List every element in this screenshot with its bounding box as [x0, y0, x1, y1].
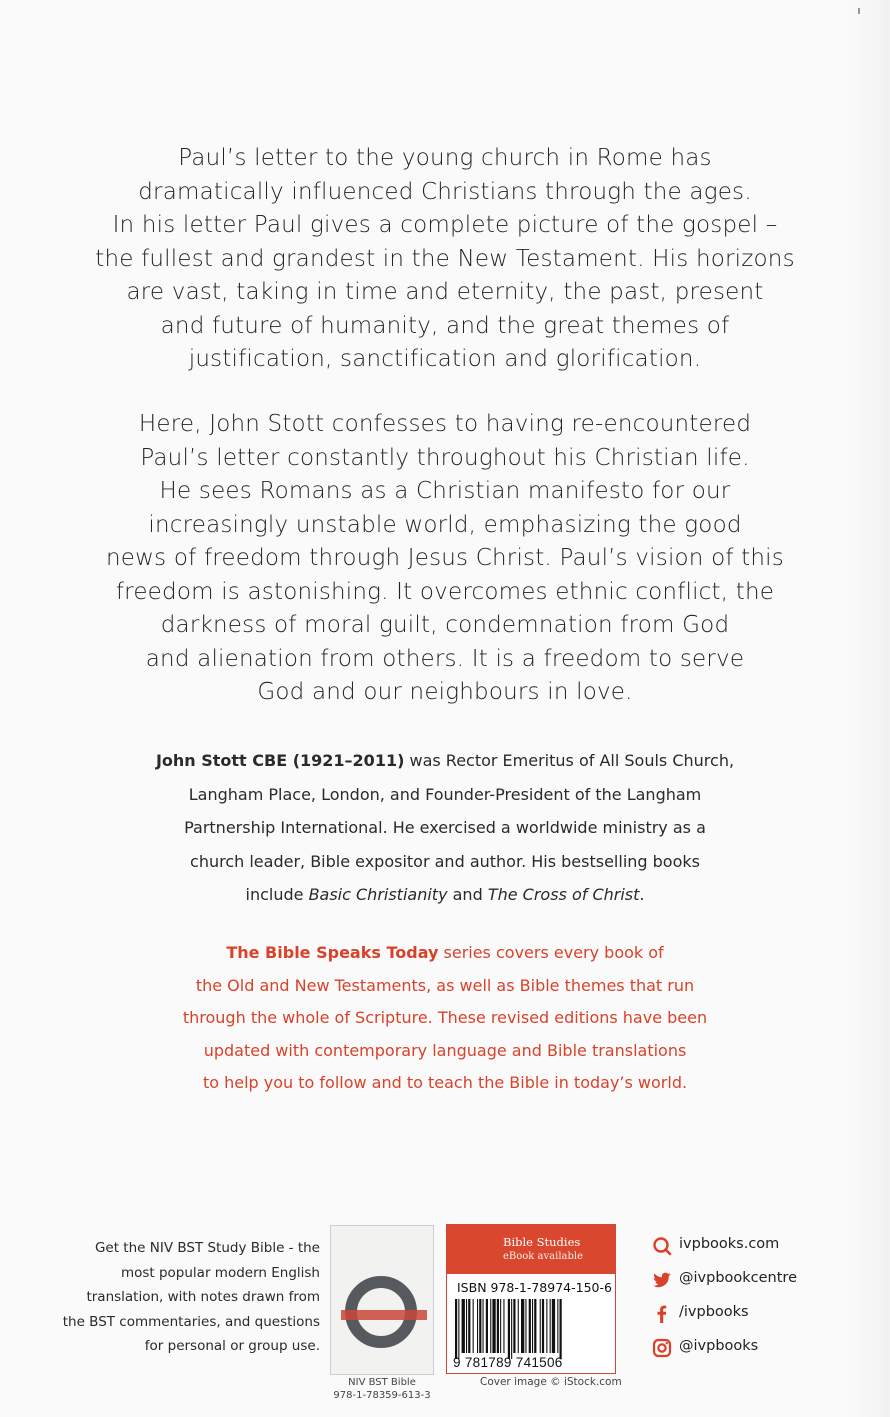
author-bio-line: church leader, Bible expositor and author. His bestselling books — [190, 851, 700, 871]
blurb-line: justification, sanctification and glorification. — [188, 346, 702, 372]
barcode-bar — [466, 1299, 467, 1353]
barcode-bar — [525, 1299, 526, 1353]
barcode-bar — [500, 1299, 501, 1353]
social-instagram[interactable] — [652, 1336, 852, 1370]
barcode-bar — [508, 1299, 510, 1359]
study-bible-promo — [30, 1236, 320, 1359]
barcode-bar — [477, 1299, 478, 1353]
barcode-bar — [492, 1299, 495, 1353]
barcode-bar — [503, 1299, 504, 1353]
author-bio-line: Partnership International. He exercised a worldwide ministry as a — [184, 818, 706, 837]
blurb-line: Paul’s letter to the young church in Rome has — [178, 145, 712, 171]
author-bio-text: include — [245, 885, 309, 904]
barcode-bar — [479, 1299, 481, 1353]
barcode-bar — [529, 1299, 531, 1353]
promo-line: the BST commentaries, and questions — [62, 1313, 320, 1330]
social-links — [652, 1234, 852, 1370]
barcode-icon — [453, 1299, 609, 1359]
series-line: through the whole of Scripture. These revised editions have been — [182, 1008, 708, 1027]
social-website[interactable] — [652, 1234, 852, 1268]
barcode-bar — [486, 1299, 488, 1353]
blurb-line: increasingly unstable world, emphasizing the good — [148, 511, 742, 538]
author-bio — [80, 744, 810, 912]
blurb-paragraph-1 — [60, 142, 830, 377]
barcode-bar — [490, 1299, 491, 1353]
instagram-icon — [652, 1338, 672, 1358]
isbn-panel-header — [447, 1225, 615, 1274]
series-line: the Old and New Testaments, as well as Bible themes that run — [195, 975, 695, 995]
author-bio-text: was Rector Emeritus of All Souls Church, — [404, 751, 735, 770]
barcode-digits: 9 781789 741506 — [453, 1355, 563, 1370]
barcode-bar — [458, 1299, 459, 1359]
barcode-bar — [455, 1299, 457, 1359]
isbn-number: ISBN 978-1-78974-150-6 — [457, 1280, 612, 1295]
author-bio-line: Langham Place, London, and Founder-President of the Langham — [188, 784, 702, 804]
barcode-bar — [513, 1299, 515, 1353]
blurb-line: God and our neighbours in love. — [257, 679, 633, 705]
barcode-bar — [473, 1299, 474, 1353]
series-line: updated with contemporary language and Bible translations — [203, 1040, 687, 1060]
print-speck — [858, 8, 860, 14]
author-bio-line — [80, 744, 810, 778]
blurb-line: darkness of moral guilt, condemnation from God — [160, 612, 730, 638]
promo-line: translation, with notes drawn from — [86, 1289, 320, 1305]
series-line — [80, 937, 810, 970]
cover-stripe-graphic — [341, 1310, 427, 1320]
blurb-line: freedom is astonishing. It overcomes ethnic conflict, the — [115, 578, 775, 605]
author-bio-text: . — [639, 885, 645, 904]
blurb-line: dramatically influenced Christians through the ages. — [138, 178, 752, 205]
study-bible-isbn: 978-1-78359-613-3 — [333, 1390, 431, 1401]
blurb-line: and future of humanity, and the great themes of — [160, 312, 730, 339]
social-facebook[interactable] — [652, 1302, 852, 1336]
category-label: Bible Studies — [503, 1235, 581, 1249]
blurb-line: Here, John Stott confesses to having re-encountered — [138, 411, 752, 437]
barcode-bar — [497, 1299, 499, 1353]
study-bible-cover-image — [330, 1225, 434, 1375]
facebook-icon — [652, 1304, 672, 1324]
social-label: ivpbooks.com — [679, 1236, 780, 1252]
blurb-line: He sees Romans as a Christian manifesto for our — [159, 478, 731, 504]
barcode-bar — [483, 1299, 484, 1353]
book-title: Basic Christianity — [308, 885, 448, 904]
blurb-paragraph-2 — [60, 408, 830, 710]
barcode-bar — [462, 1299, 465, 1353]
barcode-bar — [532, 1299, 533, 1353]
blurb-line: and alienation from others. It is a freedom to serve — [145, 645, 745, 672]
blurb-line: news of freedom through Jesus Christ. Paul’s vision of this — [106, 545, 784, 571]
barcode-bar — [540, 1299, 541, 1353]
social-label: @ivpbooks — [679, 1338, 759, 1354]
series-description — [80, 937, 810, 1100]
social-label: @ivpbookcentre — [679, 1270, 797, 1286]
barcode-bar — [518, 1299, 519, 1353]
search-icon — [652, 1236, 672, 1256]
barcode-bar — [550, 1299, 551, 1353]
barcode-bar — [557, 1299, 558, 1353]
ebook-label: eBook available — [503, 1251, 583, 1262]
blurb-line: the fullest and grandest in the New Testament. His horizons — [95, 245, 795, 272]
barcode-bar — [521, 1299, 524, 1353]
promo-line: most popular modern English — [120, 1264, 320, 1281]
author-bio-text: and — [447, 885, 488, 904]
series-name: The Bible Speaks Today — [226, 943, 439, 962]
cover-credit: Cover image © iStock.com — [480, 1376, 622, 1388]
barcode-bar — [552, 1299, 555, 1353]
author-name: John Stott CBE (1921–2011) — [155, 751, 405, 770]
blurb-line: are vast, taking in time and eternity, the past, present — [126, 279, 764, 305]
barcode-bar — [546, 1299, 547, 1353]
series-line: to help you to follow and to teach the Bible in today’s world. — [202, 1073, 688, 1092]
study-bible-caption — [320, 1376, 444, 1402]
barcode-bar — [511, 1299, 512, 1359]
barcode-bar — [560, 1299, 562, 1359]
social-label: /ivpbooks — [679, 1304, 749, 1320]
twitter-icon — [652, 1270, 672, 1290]
barcode-bar — [542, 1299, 544, 1353]
promo-line: Get the NIV BST Study Bible - the — [94, 1240, 320, 1256]
promo-line: for personal or group use. — [144, 1338, 320, 1354]
barcode-bar — [468, 1299, 470, 1353]
page-edge-shade — [850, 0, 890, 1417]
author-bio-line — [80, 878, 810, 912]
blurb-line: In his letter Paul gives a complete picture of the gospel – — [112, 212, 778, 238]
book-title: The Cross of Christ — [487, 885, 640, 904]
social-twitter[interactable] — [652, 1268, 852, 1302]
blurb-line: Paul’s letter constantly throughout his Christian life. — [140, 444, 750, 471]
study-bible-title: NIV BST Bible — [348, 1377, 416, 1388]
series-text: series covers every book of — [438, 943, 664, 962]
isbn-panel — [446, 1224, 616, 1374]
barcode-bar — [534, 1299, 536, 1353]
